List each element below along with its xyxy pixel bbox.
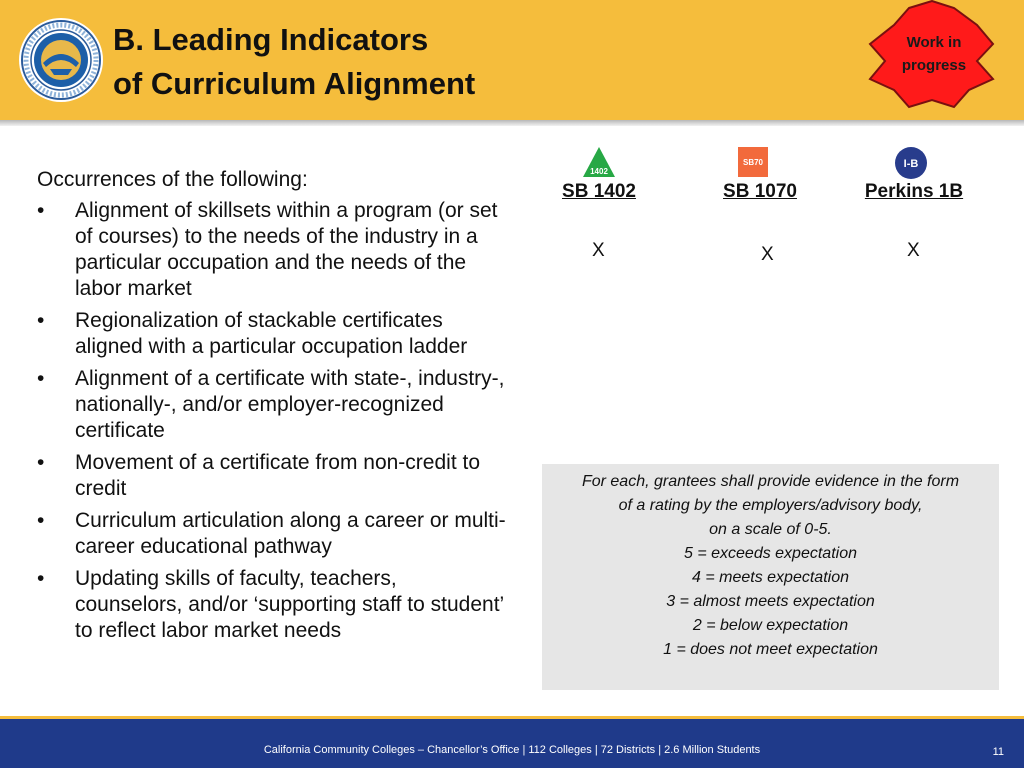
list-item-text: Regionalization of stackable certificates aligned with a particular occupation ladder — [75, 309, 468, 358]
bullet-icon: • — [37, 309, 45, 332]
rating-line: 5 = exceeds expectation — [683, 545, 857, 562]
rating-line: 4 = meets expectation — [692, 569, 849, 586]
rating-line: 2 = below expectation — [692, 617, 849, 634]
bullet-icon: • — [37, 199, 45, 222]
work-in-progress-badge — [888, 31, 980, 77]
program-check-mark: X — [592, 240, 605, 261]
list-item-text: Alignment of a certificate with state-, industry-, nationally-, and/or employer-recognized certificate — [75, 367, 505, 442]
rating-line: 1 = does not meet expectation — [663, 641, 878, 658]
page-number: 11 — [992, 746, 1004, 758]
badge-line-1: Work in — [906, 34, 962, 51]
rating-line: of a rating by the employers/advisory body, — [618, 497, 923, 514]
list-item — [37, 450, 507, 502]
perkins-icon-text: I-B — [903, 158, 919, 170]
list-item — [37, 198, 507, 302]
list-item-text: Alignment of skillsets within a program (or set of courses) to the needs of the industry in a particular occupation and the needs of the labor market — [75, 199, 498, 300]
list-item — [37, 366, 507, 444]
bullet-icon: • — [37, 567, 45, 590]
bullet-icon: • — [37, 367, 45, 390]
program-name: SB 1070 — [723, 181, 797, 202]
list-item-text: Movement of a certificate from non-credit to credit — [75, 451, 480, 500]
bullet-icon: • — [37, 451, 45, 474]
list-item-text: Curriculum articulation along a career or multi-career educational pathway — [75, 509, 506, 558]
list-item-text: Updating skills of faculty, teachers, counselors, and/or ‘supporting staff to student’ to reflect labor market needs — [75, 567, 504, 642]
indicator-list — [37, 198, 507, 650]
sb1402-icon-text: 1402 — [590, 167, 608, 176]
sb1402-icon — [582, 146, 616, 178]
bullet-icon: • — [37, 509, 45, 532]
list-item — [37, 308, 507, 360]
perkins-1b-icon — [894, 146, 928, 180]
rating-line: 3 = almost meets expectation — [666, 593, 875, 610]
sb1070-icon — [737, 146, 769, 178]
footer-band — [0, 716, 1024, 768]
header-divider — [0, 120, 1024, 126]
sb1070-icon-text: SB70 — [742, 158, 764, 167]
rating-line: on a scale of 0-5. — [709, 521, 832, 538]
california-community-colleges-seal-icon — [18, 17, 104, 103]
page-title — [113, 18, 475, 106]
list-item — [37, 508, 507, 560]
footer-text: California Community Colleges – Chancellor’s Office | 112 Colleges | 72 Districts | 2.6 Million Students — [263, 744, 761, 756]
program-column-sb1402 — [549, 181, 649, 203]
rating-scale-box — [542, 464, 999, 690]
list-item — [37, 566, 507, 644]
program-check-mark: X — [761, 244, 774, 265]
footer-accent-line — [0, 716, 1024, 719]
program-name: Perkins 1B — [864, 181, 964, 202]
program-check-mark: X — [907, 240, 920, 261]
program-column-sb1070 — [705, 181, 815, 203]
program-column-perkins — [851, 181, 977, 203]
rating-line: For each, grantees shall provide evidence in the form — [581, 473, 960, 490]
lead-text: Occurrences of the following: — [37, 168, 308, 191]
badge-line-2: progress — [901, 57, 967, 74]
program-name: SB 1402 — [562, 181, 636, 202]
title-line-1: B. Leading Indicators — [113, 22, 429, 57]
title-line-2: of Curriculum Alignment — [113, 66, 476, 101]
